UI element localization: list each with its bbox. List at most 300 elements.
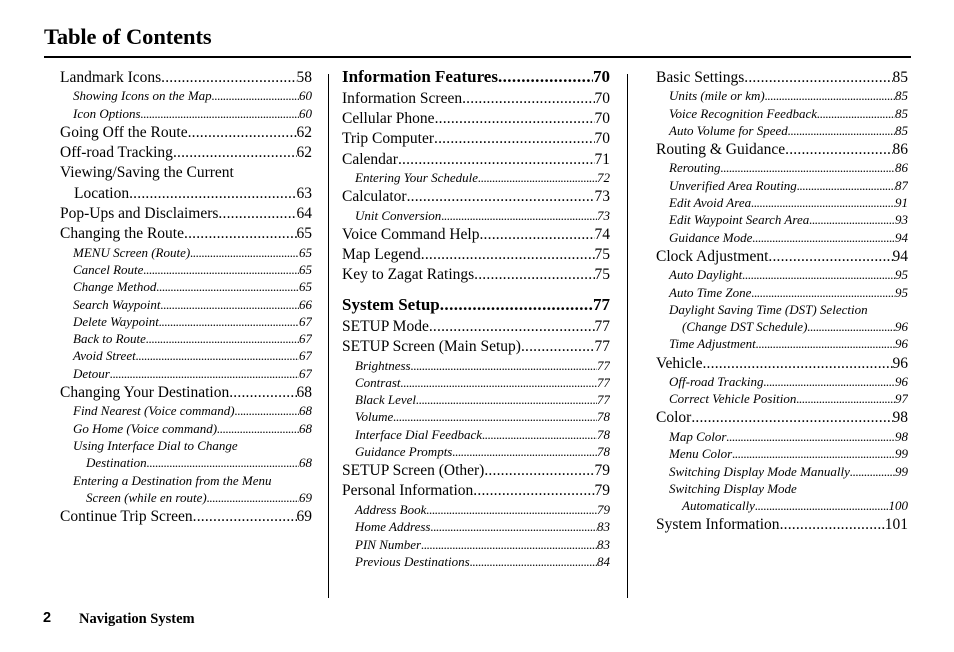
- dot-leader: [441, 207, 597, 224]
- toc-page-number: 64: [296, 204, 312, 222]
- toc-entry-title: System Information: [656, 516, 780, 534]
- toc-entry-title: Continue Trip Screen: [60, 507, 193, 525]
- toc-page-number: 70: [594, 89, 610, 107]
- toc-entry[interactable]: [656, 353, 908, 373]
- dot-leader: [788, 122, 895, 139]
- toc-entry-title: Viewing/Saving the Current: [60, 164, 234, 182]
- toc-entry-title: Map Legend: [342, 246, 421, 264]
- toc-subentry-continuation[interactable]: [656, 318, 908, 335]
- toc-entry-title: Delete Waypoint: [73, 313, 159, 329]
- dot-leader: [755, 497, 889, 514]
- toc-page-number: 97: [895, 391, 908, 407]
- toc-page-number: 65: [299, 244, 312, 260]
- toc-page-number: 69: [299, 489, 312, 505]
- toc-entry-title: Contrast: [355, 374, 401, 390]
- toc-entry-title: Go Home (Voice command): [73, 420, 218, 436]
- dot-leader: [765, 87, 895, 104]
- toc-page-number: 79: [594, 462, 610, 480]
- toc-subentry[interactable]: [60, 313, 312, 330]
- toc-page-number: 68: [296, 383, 312, 401]
- toc-entry-title: Correct Vehicle Position: [669, 391, 797, 407]
- toc-entry-title: Address Book: [355, 501, 427, 517]
- toc-subentry[interactable]: [342, 357, 610, 374]
- toc-entry-title: Destination: [86, 455, 147, 471]
- toc-entry-title: Avoid Street: [73, 348, 136, 364]
- dot-leader: [217, 420, 299, 437]
- toc-entry-title: Detour: [73, 365, 110, 381]
- page-number: 2: [43, 610, 52, 626]
- toc-page-number: 96: [895, 336, 908, 352]
- toc-entry-title: PIN Number: [355, 536, 422, 552]
- dot-leader: [143, 261, 299, 278]
- toc-subentry[interactable]: [342, 207, 610, 224]
- toc-entry-title: Automatically: [682, 498, 755, 514]
- dot-leader: [141, 105, 299, 122]
- toc-page-number: 96: [892, 354, 908, 372]
- toc-entry-title: SETUP Mode: [342, 317, 429, 335]
- dot-leader: [156, 278, 299, 295]
- toc-entry-title: Home Address: [355, 519, 431, 535]
- toc-page-number: 66: [299, 296, 312, 312]
- dot-leader: [411, 357, 597, 374]
- dot-leader: [756, 335, 895, 352]
- toc-entry-title: Guidance Mode: [669, 229, 753, 245]
- toc-page-number: 85: [895, 88, 908, 104]
- toc-page-number: 83: [597, 519, 610, 535]
- toc-page-number: 94: [892, 247, 908, 265]
- toc-entry[interactable]: [342, 129, 610, 149]
- toc-entry[interactable]: [60, 122, 312, 142]
- toc-entry-title: Cancel Route: [73, 261, 144, 277]
- toc-subentry[interactable]: [656, 335, 908, 352]
- toc-entry-title: Showing Icons on the Map: [73, 88, 212, 104]
- toc-entry[interactable]: [342, 224, 610, 244]
- toc-subentry[interactable]: [60, 105, 312, 122]
- toc-page-number: 78: [597, 426, 610, 442]
- toc-subentry[interactable]: [60, 278, 312, 295]
- toc-subentry[interactable]: [60, 244, 312, 261]
- dot-leader: [190, 244, 299, 261]
- toc-subentry: [656, 480, 908, 497]
- toc-page-number: 84: [597, 553, 610, 569]
- dot-leader: [768, 247, 892, 267]
- toc-entry-title: Vehicle: [656, 354, 703, 372]
- toc-entry-title: Unverified Area Routing: [669, 177, 797, 193]
- toc-entry-title: Back to Route: [73, 331, 146, 347]
- toc-entry-title: Going Off the Route: [60, 123, 188, 141]
- dot-leader: [129, 184, 296, 204]
- toc-entry-title: Search Waypoint: [73, 296, 161, 312]
- toc-subentry[interactable]: [342, 501, 610, 518]
- toc-entry[interactable]: [60, 203, 312, 223]
- toc-entry[interactable]: [342, 336, 610, 356]
- toc-entry-title: Guidance Prompts: [355, 444, 453, 460]
- toc-page-number: 99: [895, 463, 908, 479]
- toc-subentry[interactable]: [60, 87, 312, 104]
- toc-entry-title: Icon Options: [73, 105, 141, 121]
- toc-subentry[interactable]: [342, 553, 610, 570]
- toc-page-number: 101: [884, 516, 908, 534]
- dot-leader: [421, 245, 595, 265]
- dot-leader: [797, 177, 895, 194]
- dot-leader: [401, 374, 597, 391]
- toc-column-3: [656, 67, 908, 535]
- toc-entry-title: Auto Volume for Speed: [669, 122, 788, 138]
- toc-subentry[interactable]: [342, 374, 610, 391]
- title-rule: [44, 56, 911, 58]
- toc-page-number: 65: [299, 279, 312, 295]
- toc-entry-title: Trip Computer: [342, 130, 435, 148]
- toc-entry[interactable]: [60, 67, 312, 87]
- toc-subentry[interactable]: [60, 261, 312, 278]
- dot-leader: [184, 224, 297, 244]
- toc-entry-title: Off-road Tracking: [669, 374, 764, 390]
- toc-page-number: 99: [895, 446, 908, 462]
- dot-leader: [110, 365, 299, 382]
- dot-leader: [207, 489, 299, 506]
- toc-column-2: [342, 66, 610, 570]
- toc-entry-title: Unit Conversion: [355, 207, 442, 223]
- dot-leader: [702, 354, 892, 374]
- toc-entry-title: Calculator: [342, 188, 407, 206]
- dot-leader: [407, 187, 595, 207]
- dot-leader: [850, 463, 895, 480]
- toc-entry[interactable]: [342, 244, 610, 264]
- toc-subentry: [60, 472, 312, 489]
- toc-entry-title: Changing Your Destination: [60, 383, 230, 401]
- toc-page-number: 73: [597, 207, 610, 223]
- toc-page-number: 68: [299, 420, 312, 436]
- dot-leader: [764, 373, 896, 390]
- toc-subentry[interactable]: [656, 87, 908, 104]
- toc-entry-title: Personal Information: [342, 482, 474, 500]
- toc-subentry[interactable]: [656, 428, 908, 445]
- toc-page-number: 83: [597, 536, 610, 552]
- dot-leader: [193, 507, 297, 527]
- dot-leader: [440, 294, 593, 316]
- toc-subentry[interactable]: [342, 408, 610, 425]
- toc-subentry[interactable]: [656, 266, 908, 283]
- dot-leader: [146, 330, 299, 347]
- toc-entry-title: Cellular Phone: [342, 110, 435, 128]
- toc-entry-title: System Setup: [342, 294, 440, 314]
- dot-leader: [229, 383, 296, 403]
- toc-subentry-continuation[interactable]: [60, 489, 312, 506]
- toc-entry-title: Information Screen: [342, 89, 463, 107]
- toc-entry-title: Routing & Guidance: [656, 140, 786, 158]
- dot-leader: [212, 87, 299, 104]
- toc-entry: [60, 162, 312, 182]
- toc-entry[interactable]: [342, 149, 610, 169]
- toc-page-number: 72: [597, 170, 610, 186]
- dot-leader: [161, 296, 300, 313]
- toc-subentry[interactable]: [656, 445, 908, 462]
- toc-page-number: 93: [895, 212, 908, 228]
- section-gap: [342, 285, 610, 294]
- dot-leader: [452, 443, 597, 460]
- dot-leader: [474, 265, 594, 285]
- toc-entry-title: Auto Time Zone: [669, 284, 752, 300]
- toc-subentry[interactable]: [656, 463, 908, 480]
- toc-page-number: 77: [594, 338, 610, 356]
- dot-leader: [147, 454, 299, 471]
- dot-leader: [817, 105, 895, 122]
- toc-entry[interactable]: [656, 67, 908, 87]
- toc-entry-title: Auto Daylight: [669, 267, 743, 283]
- toc-entry[interactable]: [342, 316, 610, 336]
- dot-leader: [785, 140, 892, 160]
- page-title: Table of Contents: [44, 24, 212, 49]
- column-divider: [328, 74, 329, 598]
- toc-page-number: 65: [296, 225, 312, 243]
- toc-entry-title: Landmark Icons: [60, 68, 162, 86]
- toc-entry-title: Voice Command Help: [342, 225, 480, 243]
- toc-subentry-continuation[interactable]: [60, 454, 312, 471]
- toc-page-number: 77: [597, 392, 610, 408]
- toc-subentry: [656, 301, 908, 318]
- dot-leader: [421, 536, 597, 553]
- toc-entry[interactable]: [60, 223, 312, 243]
- toc-entry-title: Previous Destinations: [355, 553, 470, 569]
- dot-leader: [482, 426, 597, 443]
- toc-page-number: 96: [895, 374, 908, 390]
- toc-entry-title: Map Color: [669, 428, 727, 444]
- toc-page-number: 70: [593, 67, 610, 86]
- toc-entry-title: Screen (while en route): [86, 489, 207, 505]
- dot-leader: [473, 481, 594, 501]
- toc-entry-title: Location: [74, 184, 130, 202]
- toc-entry-title: Entering Your Schedule: [355, 170, 479, 186]
- toc-entry[interactable]: [60, 506, 312, 526]
- toc-page-number: 77: [597, 357, 610, 373]
- toc-subentry[interactable]: [656, 390, 908, 407]
- dot-leader: [398, 150, 595, 170]
- dot-leader: [235, 402, 299, 419]
- toc-page-number: 86: [892, 140, 908, 158]
- toc-entry-title: Rerouting: [669, 160, 721, 176]
- toc-entry-title: Clock Adjustment: [656, 247, 769, 265]
- toc-subentry[interactable]: [60, 402, 312, 419]
- dot-leader: [470, 553, 597, 570]
- toc-entry-title: Switching Display Mode: [669, 480, 797, 496]
- toc-page-number: 73: [594, 188, 610, 206]
- toc-column-1: [60, 67, 312, 526]
- toc-subentry[interactable]: [342, 426, 610, 443]
- dot-leader: [484, 461, 594, 481]
- toc-entry-title: Using Interface Dial to Change: [73, 437, 238, 453]
- dot-leader: [691, 408, 892, 428]
- dot-leader: [751, 194, 895, 211]
- footer-title: Navigation System: [79, 611, 195, 627]
- toc-entry-title: Menu Color: [669, 446, 733, 462]
- toc-entry-title: (Change DST Schedule): [682, 319, 808, 335]
- toc-entry-title: Daylight Saving Time (DST) Selection: [669, 301, 868, 317]
- toc-page-number: 68: [299, 403, 312, 419]
- dot-leader: [435, 109, 595, 129]
- toc-entry[interactable]: [60, 382, 312, 402]
- toc-subentry[interactable]: [60, 296, 312, 313]
- toc-page-number: 71: [594, 150, 610, 168]
- toc-subentry[interactable]: [656, 159, 908, 176]
- toc-page-number: 96: [895, 319, 908, 335]
- toc-subentry: [60, 437, 312, 454]
- toc-subentry[interactable]: [656, 211, 908, 228]
- toc-subentry-continuation[interactable]: [656, 497, 908, 514]
- toc-page-number: 60: [299, 105, 312, 121]
- toc-entry-title: Entering a Destination from the Menu: [73, 472, 272, 488]
- dot-leader: [188, 123, 297, 143]
- dot-leader: [218, 204, 296, 224]
- toc-page-number: 70: [594, 110, 610, 128]
- toc-subentry[interactable]: [656, 373, 908, 390]
- toc-page-number: 77: [594, 317, 610, 335]
- dot-leader: [732, 445, 895, 462]
- toc-page-number: 68: [299, 455, 312, 471]
- toc-page-number: 58: [296, 68, 312, 86]
- toc-entry-title: Interface Dial Feedback: [355, 426, 483, 442]
- toc-page-number: 69: [296, 507, 312, 525]
- toc-subentry[interactable]: [342, 443, 610, 460]
- toc-page-number: 100: [888, 498, 908, 514]
- toc-page-number: 70: [594, 130, 610, 148]
- dot-leader: [479, 225, 594, 245]
- dot-leader: [751, 284, 895, 301]
- toc-entry[interactable]: [342, 108, 610, 128]
- dot-leader: [498, 66, 593, 88]
- toc-entry[interactable]: [342, 460, 610, 480]
- toc-entry-title: Time Adjustment: [669, 336, 756, 352]
- toc-entry[interactable]: [342, 481, 610, 501]
- toc-page-number: 98: [892, 409, 908, 427]
- dot-leader: [744, 68, 892, 88]
- toc-subentry[interactable]: [60, 365, 312, 382]
- toc-page-number: 86: [895, 160, 908, 176]
- dot-leader: [426, 501, 597, 518]
- toc-subentry[interactable]: [656, 194, 908, 211]
- toc-entry-title: Off-road Tracking: [60, 143, 173, 161]
- toc-entry[interactable]: [656, 139, 908, 159]
- toc-page-number: 77: [593, 294, 610, 314]
- toc-page-number: 62: [296, 143, 312, 161]
- toc-subentry[interactable]: [656, 177, 908, 194]
- dot-leader: [780, 515, 885, 535]
- toc-entry-title: Volume: [355, 409, 394, 425]
- dot-leader: [429, 317, 595, 337]
- dot-leader: [721, 159, 895, 176]
- toc-entry[interactable]: [60, 142, 312, 162]
- toc-page-number: 67: [299, 365, 312, 381]
- dot-leader: [430, 518, 597, 535]
- toc-entry-title: Pop-Ups and Disclaimers: [60, 204, 219, 222]
- toc-entry-title: Brightness: [355, 357, 411, 373]
- toc-page-number: 87: [895, 177, 908, 193]
- toc-entry-title: SETUP Screen (Other): [342, 462, 485, 480]
- toc-section-heading[interactable]: [342, 294, 610, 316]
- toc-entry-title: Edit Avoid Area: [669, 195, 752, 211]
- toc-subentry[interactable]: [60, 420, 312, 437]
- toc-entry-title: Voice Recognition Feedback: [669, 105, 817, 121]
- toc-subentry[interactable]: [656, 105, 908, 122]
- toc-entry-title: Find Nearest (Voice command): [73, 403, 235, 419]
- dot-leader: [416, 391, 597, 408]
- toc-page-number: 65: [299, 261, 312, 277]
- toc-page-number: 60: [299, 88, 312, 104]
- toc-page-number: 74: [594, 225, 610, 243]
- toc-entry-title: Black Level: [355, 392, 416, 408]
- toc-page-number: 79: [597, 501, 610, 517]
- toc-page-number: 67: [299, 313, 312, 329]
- toc-subentry[interactable]: [656, 284, 908, 301]
- toc-page-number: 63: [296, 184, 312, 202]
- toc-entry[interactable]: [342, 88, 610, 108]
- dot-leader: [161, 68, 296, 88]
- dot-leader: [393, 408, 597, 425]
- toc-entry[interactable]: [656, 514, 908, 534]
- toc-entry-title: Information Features: [342, 67, 498, 86]
- toc-entry[interactable]: [342, 186, 610, 206]
- toc-entry-title: Basic Settings: [656, 68, 745, 86]
- column-divider: [627, 74, 628, 598]
- toc-entry-title: MENU Screen (Route): [73, 244, 191, 260]
- toc-page-number: 85: [892, 68, 908, 86]
- toc-subentry[interactable]: [60, 347, 312, 364]
- toc-entry-continuation[interactable]: [60, 183, 312, 203]
- dot-leader: [521, 337, 595, 357]
- toc-subentry[interactable]: [342, 169, 610, 186]
- dot-leader: [136, 347, 299, 364]
- toc-page-number: 95: [895, 267, 908, 283]
- toc-subentry[interactable]: [656, 122, 908, 139]
- toc-entry-title: Change Method: [73, 279, 157, 295]
- dot-leader: [478, 169, 597, 186]
- toc-entry[interactable]: [656, 246, 908, 266]
- toc-subentry[interactable]: [60, 330, 312, 347]
- dot-leader: [434, 129, 594, 149]
- toc-page-number: 78: [597, 444, 610, 460]
- toc-page-number: 75: [594, 246, 610, 264]
- toc-entry[interactable]: [342, 265, 610, 285]
- toc-page-number: 85: [895, 105, 908, 121]
- dot-leader: [752, 229, 895, 246]
- toc-entry-title: Units (mile or km): [669, 88, 765, 104]
- dot-leader: [809, 211, 895, 228]
- dot-leader: [796, 390, 895, 407]
- dot-leader: [807, 318, 895, 335]
- toc-subentry[interactable]: [342, 518, 610, 535]
- toc-page-number: 62: [296, 123, 312, 141]
- toc-entry-title: Key to Zagat Ratings: [342, 266, 475, 284]
- toc-page-number: 95: [895, 284, 908, 300]
- toc-subentry[interactable]: [342, 391, 610, 408]
- toc-page-number: 98: [895, 428, 908, 444]
- toc-entry[interactable]: [656, 408, 908, 428]
- toc-subentry[interactable]: [342, 536, 610, 553]
- toc-section-heading[interactable]: [342, 66, 610, 88]
- toc-page-number: 78: [597, 409, 610, 425]
- toc-entry-title: Edit Waypoint Search Area: [669, 212, 810, 228]
- toc-entry-title: Switching Display Mode Manually: [669, 463, 850, 479]
- toc-page-number: 77: [597, 374, 610, 390]
- dot-leader: [742, 266, 895, 283]
- dot-leader: [173, 143, 297, 163]
- toc-subentry[interactable]: [656, 229, 908, 246]
- dot-leader: [726, 428, 895, 445]
- toc-page-number: 75: [594, 266, 610, 284]
- toc-page-number: 91: [895, 195, 908, 211]
- toc-page-number: 67: [299, 331, 312, 347]
- toc-page-number: 67: [299, 348, 312, 364]
- dot-leader: [462, 89, 594, 109]
